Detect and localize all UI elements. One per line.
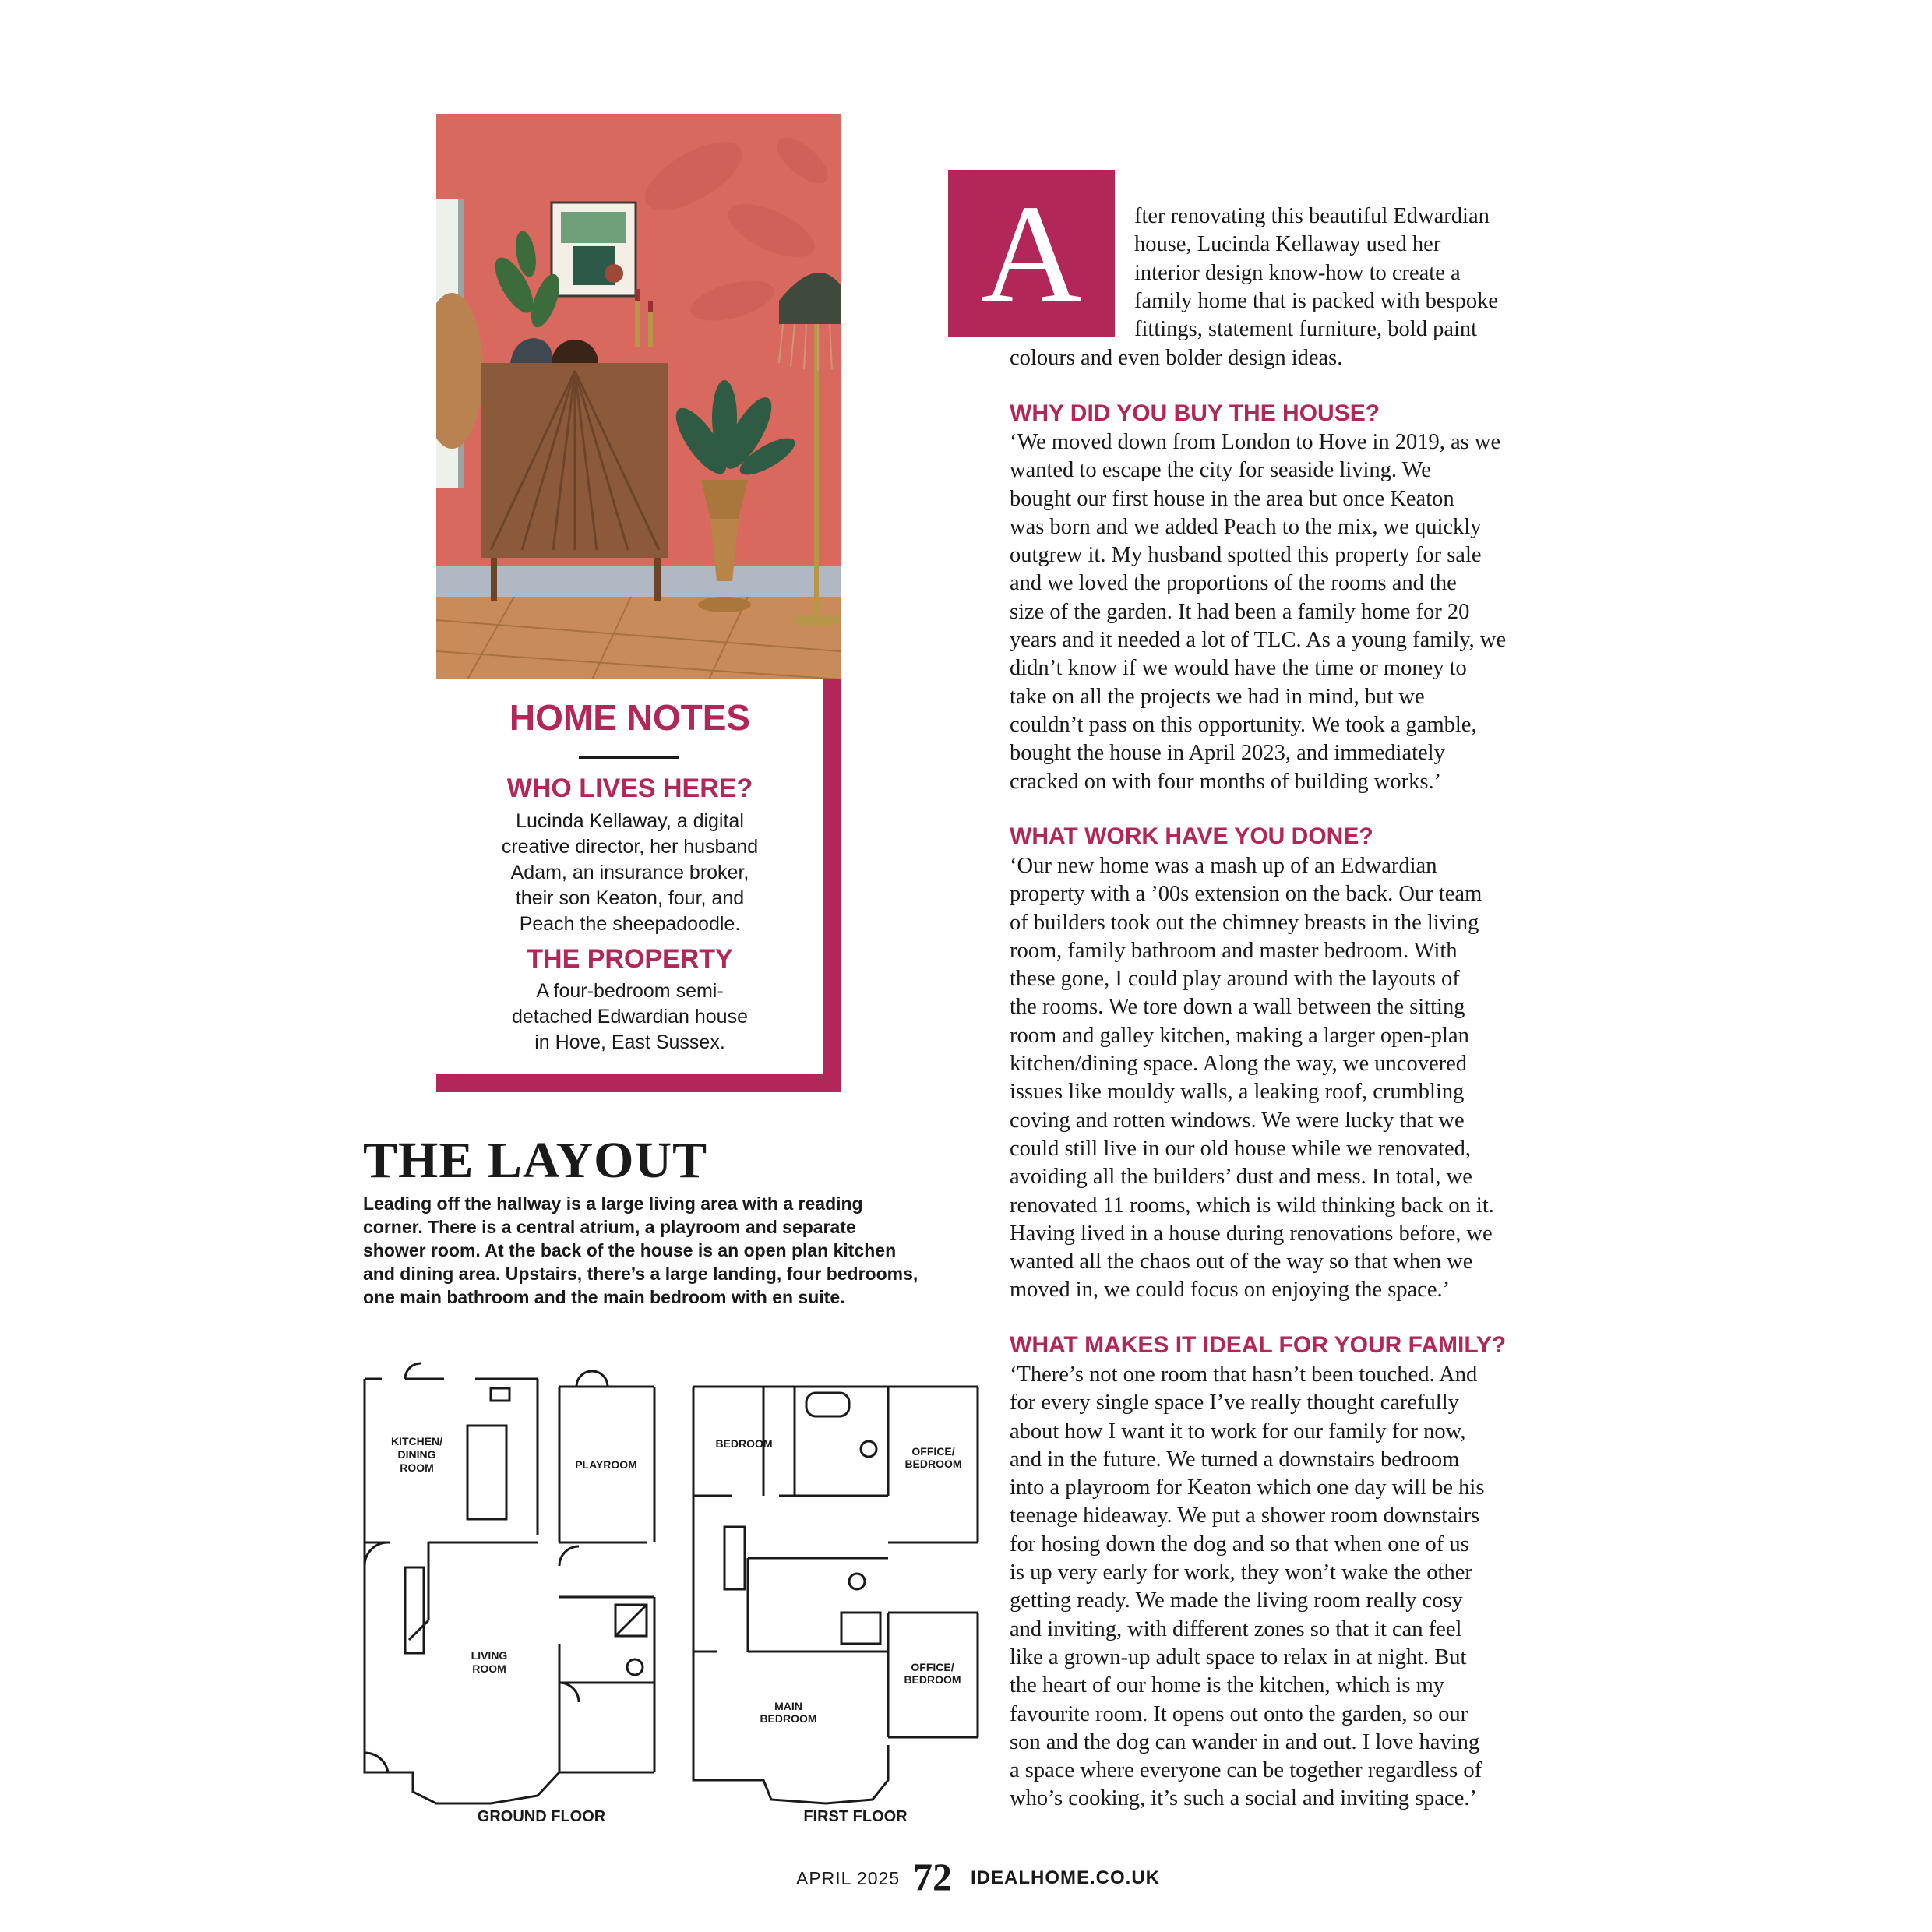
question-heading-3: WHAT MAKES IT IDEAL FOR YOUR FAMILY? — [1010, 1332, 1507, 1358]
question-heading-1: WHY DID YOU BUY THE HOUSE? — [1010, 400, 1380, 426]
answer-line: getting ready. We made the living room really cosy — [1010, 1588, 1463, 1613]
kitchen-label: ROOM — [400, 1461, 434, 1474]
layout-line: corner. There is a central atrium, a playroom and separate — [363, 1217, 856, 1237]
who-lives-text — [436, 809, 823, 937]
interior-photo — [436, 114, 841, 679]
answer-line: take on all the projects we had in mind, but we — [1010, 684, 1425, 709]
answer-line: was born and we added Peach to the mix, we quickly — [1010, 514, 1482, 539]
intro-line: interior design know-how to create a — [1134, 260, 1461, 285]
living-room-label: ROOM — [472, 1662, 506, 1675]
answer-line: outgrew it. My husband spotted this property for sale — [1010, 543, 1482, 568]
answer-line: the rooms. We tore down a wall between the sitting — [1010, 995, 1465, 1020]
answer-line: room, family bathroom and master bedroom. With — [1010, 938, 1458, 963]
who-line: their son Keaton, four, and — [515, 887, 745, 909]
answer-line: into a playroom for Keaton which one day will be his — [1010, 1475, 1485, 1500]
first-floor-caption: FIRST FLOOR — [803, 1808, 908, 1823]
answer-line: wanted to escape the city for seaside living. We — [1010, 458, 1431, 483]
drop-cap: A — [948, 170, 1115, 337]
answer-line: size of the garden. It had been a family home for 20 — [1010, 599, 1470, 624]
home-notes-box — [436, 679, 841, 1092]
page-footer — [796, 1854, 1186, 1901]
ground-floor-caption: GROUND FLOOR — [477, 1808, 606, 1823]
living-room-label: LIVING — [471, 1649, 508, 1662]
property-line: detached Edwardian house — [511, 1006, 748, 1028]
answer-line: the heart of our home is the kitchen, which is my — [1010, 1673, 1444, 1698]
answer-line: about how I want it to work for our family for now, — [1010, 1419, 1466, 1444]
answer-line: favourite room. It opens out onto the garden, so our — [1010, 1701, 1468, 1726]
answer-line: avoiding all the builders’ dust and mess. In total, we — [1010, 1165, 1472, 1190]
page-number: 72 — [913, 1855, 952, 1899]
home-notes-title: HOME NOTES — [509, 697, 751, 738]
main-bedroom-label: BEDROOM — [760, 1712, 817, 1725]
intro-line: fter renovating this beautiful Edwardian — [1134, 204, 1490, 228]
property-text — [436, 978, 823, 1056]
answer-line: could still live in our old house while we renovated, — [1010, 1136, 1472, 1161]
answer-line: wanted all the chaos out of the way so that when we — [1010, 1250, 1473, 1274]
answer-line: these gone, I could play around with the layouts of — [1010, 967, 1460, 992]
who-line: Peach the sheepadoodle. — [519, 913, 741, 935]
who-lives-heading: WHO LIVES HERE? — [506, 774, 753, 803]
answer-line: bought the house in April 2023, and immediately — [1010, 741, 1445, 766]
answer-line: ‘We moved down from London to Hove in 2019, as we — [1010, 430, 1501, 454]
property-heading: THE PROPERTY — [527, 944, 733, 974]
intro-text — [1134, 203, 1571, 344]
office-bedroom-label: OFFICE/ — [911, 1661, 954, 1673]
answer-line: and in the future. We turned a downstairs bedroom — [1010, 1447, 1460, 1472]
answer-line: years and it needed a lot of TLC. As a young family, we — [1010, 628, 1507, 653]
answer-line: is up very early for work, they won’t wake the other — [1010, 1560, 1472, 1585]
answer-line: kitchen/dining space. Along the way, we uncovered — [1010, 1052, 1467, 1077]
answer-line: cracked on with four months of building works.’ — [1010, 769, 1442, 794]
answer-line: bought our first house in the area but once Keaton — [1010, 486, 1454, 511]
who-line: Adam, an insurance broker, — [510, 862, 749, 883]
intro-line: house, Lucinda Kellaway used her — [1134, 232, 1441, 257]
issue-date: APRIL 2025 — [796, 1868, 901, 1888]
intro-text-end — [1010, 344, 1571, 372]
answer-line: room and galley kitchen, making a larger open-plan — [1010, 1023, 1469, 1048]
layout-line: Leading off the hallway is a large living area with a reading — [363, 1193, 863, 1214]
answer-line: a space where everyone can be together regardless of — [1010, 1758, 1482, 1783]
answer-line: and inviting, with different zones so that it can feel — [1010, 1616, 1462, 1641]
answer-3 — [1010, 1361, 1571, 1814]
answer-1 — [1010, 428, 1571, 796]
notes-accent-bar — [823, 679, 841, 1092]
notes-accent-bar-bottom — [436, 1074, 841, 1092]
who-line: Lucinda Kellaway, a digital — [516, 810, 744, 832]
answer-line: teenage hideaway. We put a shower room downstairs — [1010, 1504, 1480, 1528]
kitchen-label: KITCHEN/ — [390, 1435, 443, 1447]
intro-line: family home that is packed with bespoke — [1134, 288, 1498, 313]
answer-line: like a grown-up adult space to relax in at night. But — [1010, 1645, 1467, 1669]
answer-line: moved in, we could focus on enjoying the space.’ — [1010, 1278, 1451, 1303]
question-heading-2: WHAT WORK HAVE YOU DONE? — [1010, 823, 1373, 849]
answer-line: renovated 11 rooms, which is wild thinking back on it. — [1010, 1193, 1494, 1218]
answer-line: ‘There’s not one room that hasn’t been touched. And — [1010, 1363, 1478, 1387]
answer-2 — [1010, 852, 1571, 1305]
layout-line: and dining area. Upstairs, there’s a large landing, four bedrooms, — [363, 1264, 918, 1284]
property-line: in Hove, East Sussex. — [534, 1031, 725, 1053]
floor-plans-drawing — [358, 1356, 982, 1823]
kitchen-label: DINING — [397, 1448, 436, 1461]
home-notes-divider — [579, 756, 679, 759]
answer-line: for every single space I’ve really thought carefully — [1010, 1391, 1459, 1416]
intro-line: colours and even bolder design ideas. — [1010, 346, 1343, 370]
website-link[interactable]: IDEALHOME.CO.UK — [971, 1867, 1160, 1888]
office-bedroom-label: BEDROOM — [904, 1673, 961, 1686]
answer-line: Having lived in a house during renovations before, we — [1010, 1221, 1493, 1246]
main-bedroom-label: MAIN — [774, 1700, 802, 1712]
property-line: A four-bedroom semi- — [536, 980, 724, 1002]
layout-description — [363, 1192, 955, 1309]
office-bedroom-label: OFFICE/ — [911, 1445, 955, 1458]
answer-line: of builders took out the chimney breasts in the living — [1010, 910, 1479, 935]
answer-line: didn’t know if we would have the time or money to — [1010, 656, 1467, 681]
answer-line: property with a ’00s extension on the back. Our team — [1010, 882, 1482, 907]
who-line: creative director, her husband — [501, 836, 759, 858]
answer-line: issues like mouldy walls, a leaking roof, crumbling — [1010, 1080, 1465, 1105]
answer-line: coving and rotten windows. We were lucky that we — [1010, 1108, 1465, 1133]
interior-photo-illustration — [436, 114, 841, 679]
intro-line: fittings, statement furniture, bold paint — [1134, 317, 1478, 342]
layout-line: shower room. At the back of the house is an open plan kitchen — [363, 1240, 897, 1260]
floor-plans — [358, 1356, 982, 1823]
answer-line: couldn’t pass on this opportunity. We took a gamble, — [1010, 712, 1477, 737]
answer-line: and we loved the proportions of the rooms and the — [1010, 571, 1457, 596]
layout-title: THE LAYOUT — [363, 1132, 708, 1189]
playroom-label: PLAYROOM — [575, 1458, 637, 1471]
answer-line: for hosing down the dog and so that when one of us — [1010, 1532, 1469, 1557]
answer-line: ‘Our new home was a mash up of an Edwardian — [1010, 854, 1437, 878]
office-bedroom-label: BEDROOM — [904, 1458, 962, 1470]
answer-line: who’s cooking, it’s such a social and inviting space.’ — [1010, 1786, 1477, 1811]
answer-line: son and the dog can wander in and out. I love having — [1010, 1729, 1480, 1754]
layout-line: one main bathroom and the main bedroom with en suite. — [363, 1287, 845, 1307]
bedroom-label: BEDROOM — [715, 1437, 773, 1450]
